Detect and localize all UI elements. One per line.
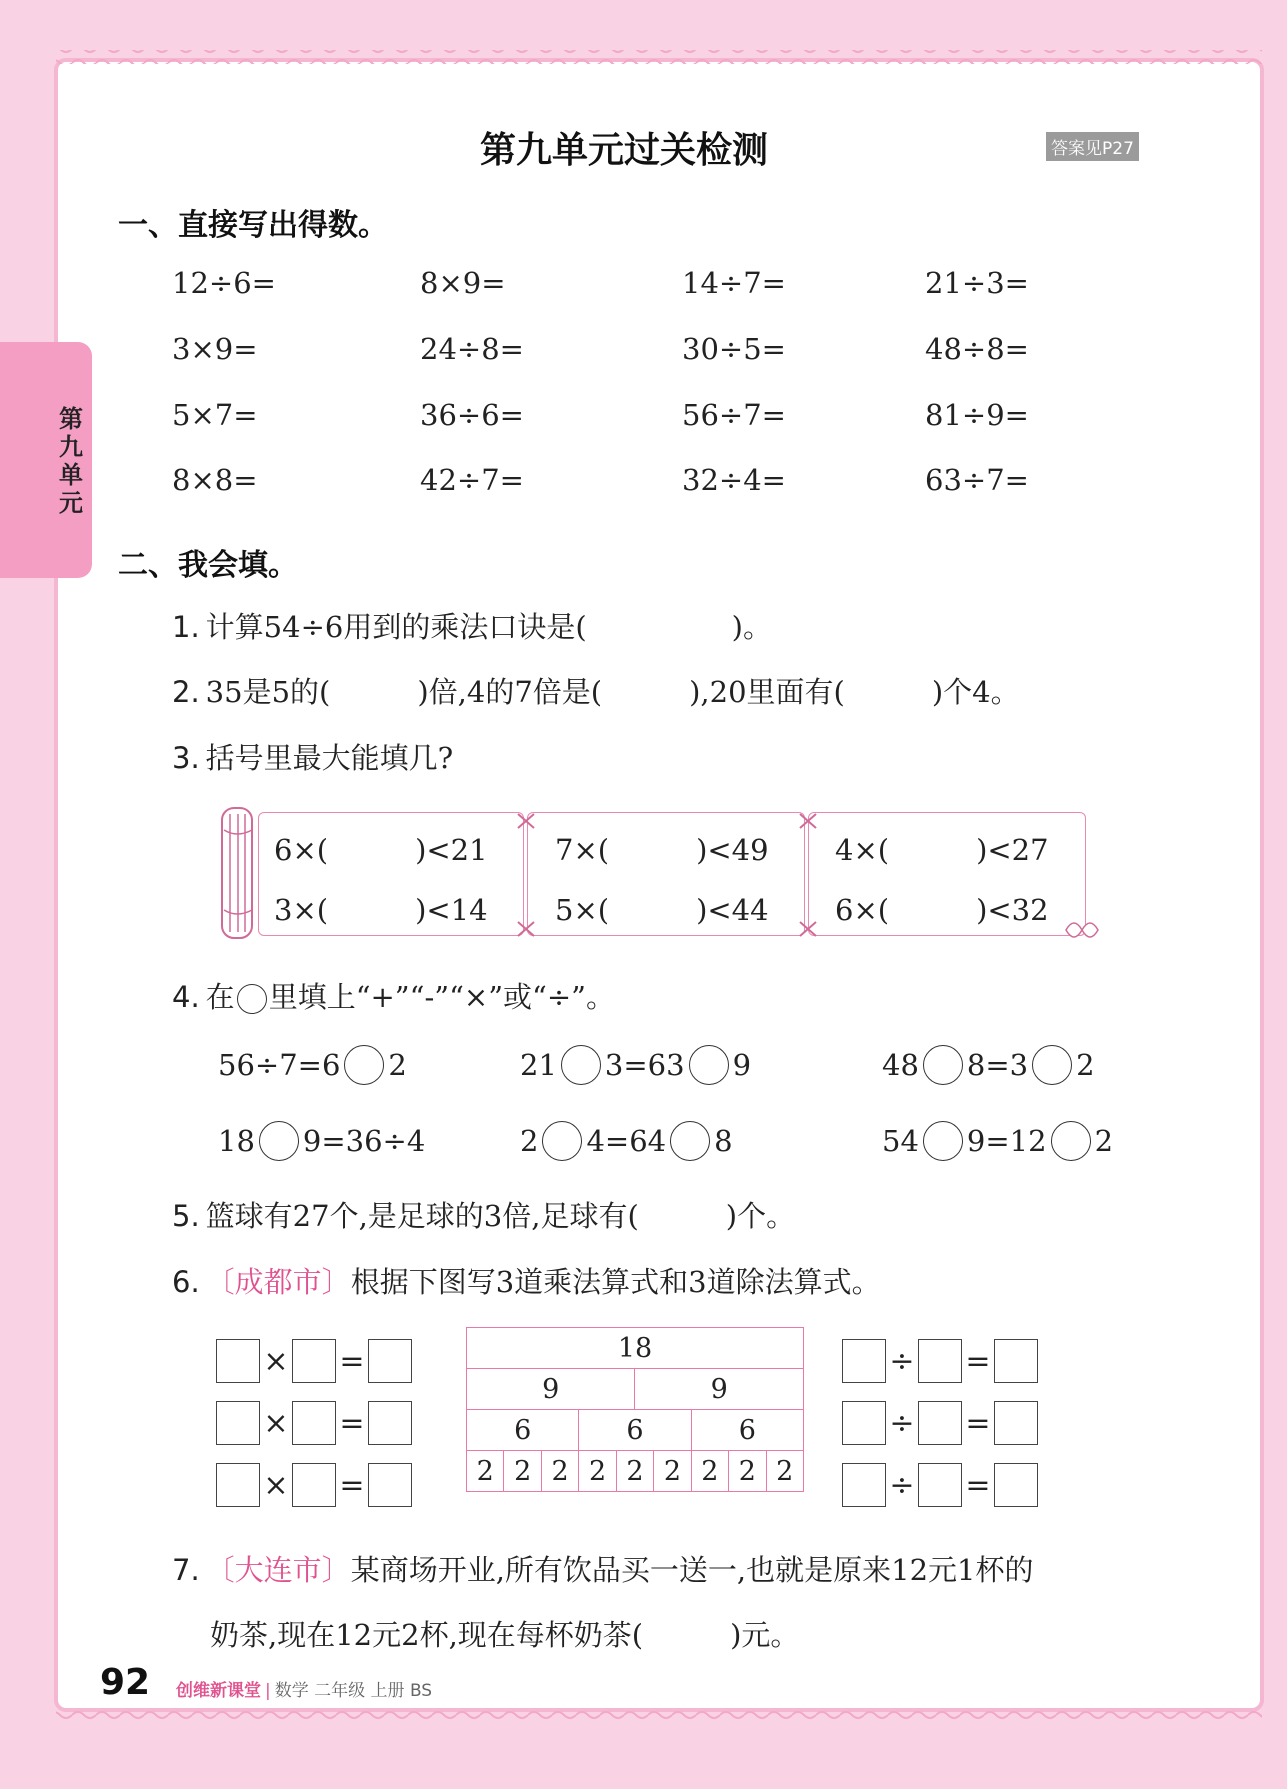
division-blank-row [842, 1392, 1038, 1454]
bar-model-diagram [466, 1327, 804, 1492]
question-text-after: 里填上“+”“-”“×”或“÷”。 [268, 980, 615, 1014]
operator-circle[interactable] [1032, 1045, 1072, 1085]
footer-divider: | [265, 1681, 271, 1701]
times-sign: × [263, 1467, 289, 1503]
question-7 [172, 1548, 1033, 1589]
question-1 [172, 605, 772, 646]
multiplication-blank-row [216, 1454, 412, 1516]
eq-part: 8 [714, 1124, 733, 1158]
calc-item: 81÷9= [925, 398, 1029, 432]
answer-box[interactable] [918, 1401, 962, 1445]
question-number: 6. [172, 1265, 200, 1299]
operator-eq [882, 1034, 1095, 1096]
footer-subject: 数学 二年级 上册 BS [274, 1681, 433, 1701]
region-tag: 〔大连市〕 [205, 1553, 351, 1587]
equals-sign: = [965, 1343, 991, 1379]
circle-blank-icon [237, 984, 267, 1014]
eq-part: 18 [218, 1124, 255, 1158]
answer-box[interactable] [994, 1401, 1038, 1445]
question-text[interactable]: 35是5的( )倍,4的7倍是( ),20里面有( )个4。 [205, 675, 1020, 709]
question-4 [172, 975, 615, 1016]
answer-box[interactable] [368, 1401, 412, 1445]
calc-item: 14÷7= [682, 266, 786, 300]
question-text: 括号里最大能填几? [205, 741, 454, 775]
operator-eq [218, 1034, 407, 1096]
two-cell: 2 [504, 1451, 541, 1492]
operator-circle[interactable] [670, 1121, 710, 1161]
answer-box[interactable] [842, 1339, 886, 1383]
page-title: 第九单元过关检测 [480, 130, 769, 171]
answer-box[interactable] [216, 1463, 260, 1507]
calc-item: 8×9= [420, 266, 506, 300]
operator-circle[interactable] [923, 1121, 963, 1161]
bar-model-table [466, 1327, 804, 1492]
calc-item: 36÷6= [420, 398, 524, 432]
operator-circle[interactable] [542, 1121, 582, 1161]
inequality[interactable]: 7×( )<49 [555, 833, 769, 867]
footer-book-info [176, 1676, 432, 1701]
multiplication-blank-row [216, 1330, 412, 1392]
eq-part: 48 [882, 1048, 919, 1082]
answer-box[interactable] [368, 1339, 412, 1383]
question-text[interactable]: 篮球有27个,是足球的3倍,足球有( )个。 [205, 1199, 796, 1233]
answer-box[interactable] [842, 1401, 886, 1445]
eq-part: 2 [1076, 1048, 1095, 1082]
question-text: 根据下图写3道乘法算式和3道除法算式。 [350, 1265, 881, 1299]
question-number: 5. [172, 1199, 200, 1233]
question-7-line2[interactable]: 奶茶,现在12元2杯,现在每杯奶茶( )元。 [210, 1618, 800, 1652]
operator-eq [520, 1110, 733, 1172]
question-number: 2. [172, 675, 200, 709]
eq-part: 9=36÷4 [302, 1124, 426, 1158]
eq-part: 4=64 [586, 1124, 667, 1158]
operator-circle[interactable] [689, 1045, 729, 1085]
question-5 [172, 1194, 795, 1235]
equals-sign: = [339, 1343, 365, 1379]
operator-eq [520, 1034, 751, 1096]
third-cell: 6 [691, 1410, 803, 1451]
question-number: 3. [172, 741, 200, 775]
eq-part: 21 [520, 1048, 557, 1082]
operator-circle[interactable] [259, 1121, 299, 1161]
answer-box[interactable] [292, 1401, 336, 1445]
times-sign: × [263, 1343, 289, 1379]
operator-eq [218, 1110, 425, 1172]
eq-part: 9=12 [966, 1124, 1047, 1158]
calc-item: 3×9= [172, 332, 258, 366]
answer-box[interactable] [842, 1463, 886, 1507]
two-cell: 2 [729, 1451, 766, 1492]
section2-heading: 二、我会填。 [118, 548, 298, 583]
question-number: 4. [172, 980, 200, 1014]
operator-eq [882, 1110, 1113, 1172]
inequality[interactable]: 4×( )<27 [835, 833, 1049, 867]
question-3 [172, 736, 453, 777]
question-6 [172, 1260, 881, 1301]
eq-part: 9 [732, 1048, 752, 1082]
third-cell: 6 [579, 1410, 691, 1451]
calc-item: 63÷7= [925, 463, 1029, 497]
answer-box[interactable] [994, 1339, 1038, 1383]
calc-item: 21÷3= [925, 266, 1029, 300]
divide-sign: ÷ [889, 1343, 915, 1379]
section1-heading: 一、直接写出得数。 [118, 208, 388, 243]
inequality[interactable]: 6×( )<21 [274, 833, 488, 867]
question-number: 1. [172, 610, 200, 644]
multiplication-blank-row [216, 1392, 412, 1454]
calc-item: 42÷7= [420, 463, 524, 497]
third-cell: 6 [467, 1410, 579, 1451]
total-cell: 18 [467, 1328, 804, 1369]
answer-box[interactable] [292, 1463, 336, 1507]
question-2 [172, 670, 1020, 711]
eq-part: 56÷7=6 [218, 1048, 341, 1082]
half-cell: 9 [467, 1369, 635, 1410]
half-cell: 9 [635, 1369, 804, 1410]
question-text-line1: 某商场开业,所有饮品买一送一,也就是原来12元1杯的 [350, 1553, 1034, 1587]
question-number: 7. [172, 1553, 200, 1587]
division-blank-row [842, 1330, 1038, 1392]
two-cell: 2 [579, 1451, 616, 1492]
ribbon-bow-icon [1060, 912, 1106, 948]
times-sign: × [263, 1405, 289, 1441]
operator-circle[interactable] [1051, 1121, 1091, 1161]
equals-sign: = [965, 1467, 991, 1503]
two-cell: 2 [691, 1451, 728, 1492]
divide-sign: ÷ [889, 1405, 915, 1441]
eq-part: 3=63 [604, 1048, 685, 1082]
inequality[interactable]: 5×( )<44 [555, 893, 769, 927]
two-cell: 2 [766, 1451, 804, 1492]
calc-item: 8×8= [172, 463, 258, 497]
eq-part: 8=3 [966, 1048, 1029, 1082]
two-cell: 2 [467, 1451, 504, 1492]
answer-box[interactable] [918, 1463, 962, 1507]
equals-sign: = [965, 1405, 991, 1441]
answer-box[interactable] [292, 1339, 336, 1383]
operator-circle[interactable] [923, 1045, 963, 1085]
divide-sign: ÷ [889, 1467, 915, 1503]
inequality[interactable]: 3×( )<14 [274, 893, 488, 927]
calc-item: 5×7= [172, 398, 258, 432]
two-cell: 2 [654, 1451, 691, 1492]
inequality[interactable]: 6×( )<32 [835, 893, 1049, 927]
question-text[interactable]: 计算54÷6用到的乘法口诀是( )。 [205, 610, 772, 644]
answer-reference-badge: 答案见P27 [1046, 132, 1139, 161]
answer-box[interactable] [918, 1339, 962, 1383]
calc-item: 32÷4= [682, 463, 786, 497]
division-blank-row [842, 1454, 1038, 1516]
unit-side-tab-label: 第九单元 [59, 405, 83, 517]
footer-brand: 创维新课堂 [176, 1681, 261, 1701]
operator-circle[interactable] [561, 1045, 601, 1085]
two-cell: 2 [541, 1451, 578, 1492]
calc-item: 30÷5= [682, 332, 786, 366]
answer-box[interactable] [216, 1339, 260, 1383]
eq-part: 54 [882, 1124, 919, 1158]
eq-part: 2 [1094, 1124, 1114, 1158]
eq-part: 2 [388, 1048, 407, 1082]
calc-item: 48÷8= [925, 332, 1029, 366]
calc-item: 24÷8= [420, 332, 524, 366]
operator-circle[interactable] [344, 1045, 384, 1085]
calc-item: 12÷6= [172, 266, 276, 300]
calc-item: 56÷7= [682, 398, 786, 432]
eq-part: 2 [520, 1124, 539, 1158]
question-text-before: 在 [205, 980, 235, 1014]
two-cell: 2 [616, 1451, 653, 1492]
region-tag: 〔成都市〕 [205, 1265, 351, 1299]
page-number: 92 [100, 1662, 151, 1703]
equals-sign: = [339, 1467, 365, 1503]
answer-box[interactable] [368, 1463, 412, 1507]
answer-box[interactable] [216, 1401, 260, 1445]
equals-sign: = [339, 1405, 365, 1441]
answer-box[interactable] [994, 1463, 1038, 1507]
